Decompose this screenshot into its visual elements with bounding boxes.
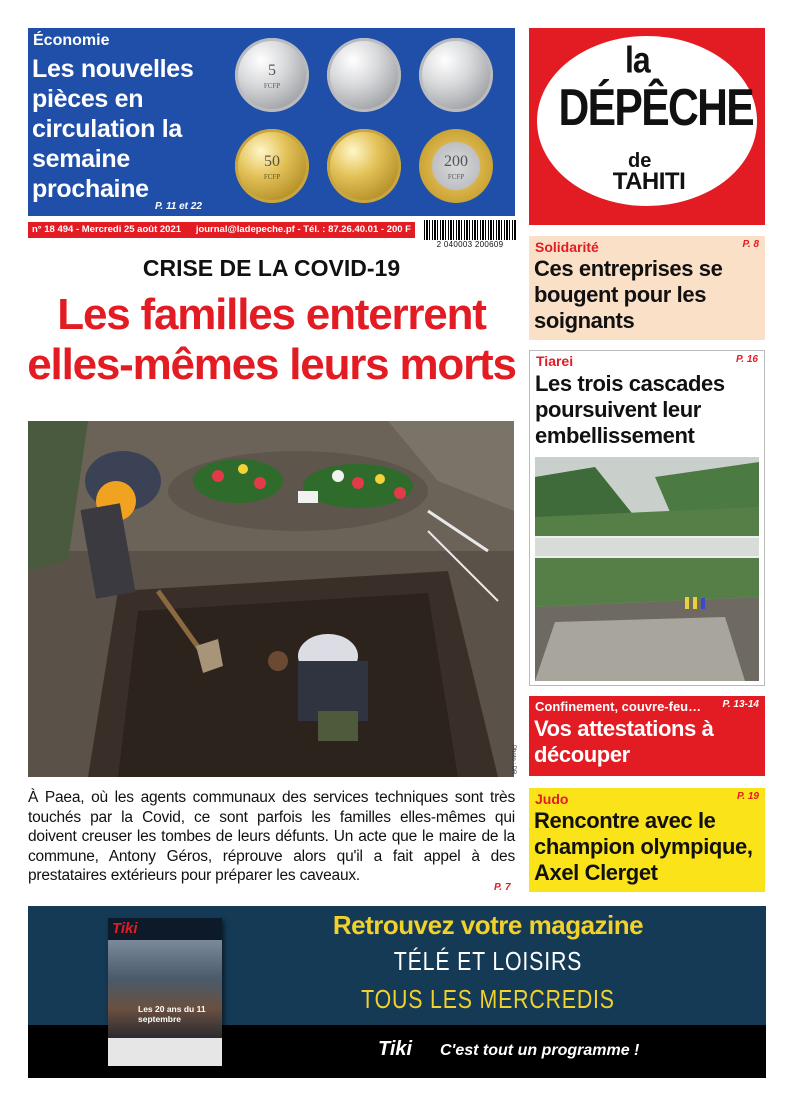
issue-number-date: n° 18 494 - Mercredi 25 août 2021 — [32, 224, 182, 235]
tiarei-headline[interactable]: Les trois cascades poursuivent leur embellissement — [535, 371, 725, 448]
confinement-teaser[interactable] — [529, 696, 765, 776]
coin-value: 50 — [264, 153, 280, 170]
tiarei-teaser[interactable] — [529, 350, 765, 686]
judo-headline[interactable]: Rencontre avec le champion olympique, Axel Clerget — [534, 808, 753, 885]
tiki-logo: Tiki — [378, 1038, 413, 1060]
barcode — [424, 220, 516, 252]
confinement-headline[interactable]: Vos attestations à découper — [534, 716, 714, 767]
solidarite-headline[interactable]: Ces entreprises se bougent pour les soignants — [534, 256, 723, 333]
magazine-logo: Tiki — [112, 920, 138, 937]
banner-line3: TOUS LES MERCREDIS — [361, 984, 615, 1014]
magazine-banner[interactable] — [28, 906, 766, 1078]
contact-info: journal@ladepeche.pf - Tél. : 87.26.40.01 - 200 F — [195, 224, 411, 235]
masthead-name: DÉPÊCHE — [558, 79, 754, 137]
judo-teaser[interactable] — [529, 788, 765, 892]
magazine-caption: Les 20 ans du 11 septembre — [138, 1004, 206, 1024]
confinement-page-ref: P. 13-14 — [722, 699, 759, 710]
economy-page-ref: P. 11 et 22 — [155, 201, 202, 212]
coin-5-image — [235, 38, 309, 112]
barcode-number: 2 040003 200609 — [436, 240, 504, 249]
solidarite-teaser[interactable] — [529, 236, 765, 340]
coin-unit: FCFP — [263, 82, 281, 90]
coin-image — [419, 38, 493, 112]
main-headline[interactable]: Les familles enterrent elles-mêmes leurs morts — [27, 290, 516, 389]
barcode-bars — [424, 220, 516, 240]
judo-kicker: Judo — [535, 791, 569, 807]
judo-page-ref: P. 19 — [736, 791, 759, 802]
masthead-logo — [529, 28, 765, 225]
coin-image — [327, 38, 401, 112]
economy-teaser[interactable] — [28, 28, 515, 216]
main-photo — [28, 421, 514, 777]
main-kicker: CRISE DE LA COVID-19 — [142, 255, 401, 281]
issue-info-bar — [28, 222, 415, 238]
solidarite-kicker: Solidarité — [535, 239, 599, 255]
main-lead: À Paea, où les agents communaux des services techniques sont très touchés par la Covid, ce sont parfois les familles elles-mêmes qui doivent creuser les tombes de leurs défunts. Un acte que le maire de la commune, Antony Géros, réprouve alors qu'il a fait appel à des prestataires extérieurs pour préparer les caveaux. — [28, 789, 515, 884]
masthead-la: la — [625, 39, 650, 81]
coin-unit: FCFP — [447, 173, 465, 181]
waterfall-bridge-photo — [535, 457, 759, 681]
bridge-photo — [535, 457, 759, 681]
tiarei-page-ref: P. 16 — [735, 354, 758, 365]
coin-200-image — [419, 129, 493, 203]
coin-unit: FCFP — [263, 173, 281, 181]
masthead-place: TAHITI — [612, 168, 686, 195]
photo-credit: Photo : DR — [510, 745, 516, 775]
coin-value: 200 — [444, 153, 468, 170]
main-page-ref: P. 7 — [494, 882, 511, 893]
masthead-de: de — [628, 150, 652, 172]
banner-line1: Retrouvez votre magazine — [332, 910, 644, 940]
economy-headline[interactable]: Les nouvelles pièces en circulation la semaine prochaine — [32, 55, 194, 203]
tiarei-kicker: Tiarei — [536, 353, 574, 369]
grave-digging-photo — [28, 421, 514, 777]
solidarite-page-ref: P. 8 — [742, 239, 759, 250]
coin-value: 5 — [268, 62, 276, 79]
banner-slogan: C'est tout un programme ! — [440, 1042, 640, 1059]
economy-kicker: Économie — [33, 32, 110, 49]
magazine-bottom — [108, 1038, 222, 1066]
coin-image — [327, 129, 401, 203]
confinement-kicker: Confinement, couvre-feu… — [535, 699, 702, 714]
banner-line2: TÉLÉ ET LOISIRS — [393, 946, 583, 976]
coin-50-image — [235, 129, 309, 203]
magazine-cover — [108, 918, 222, 1066]
